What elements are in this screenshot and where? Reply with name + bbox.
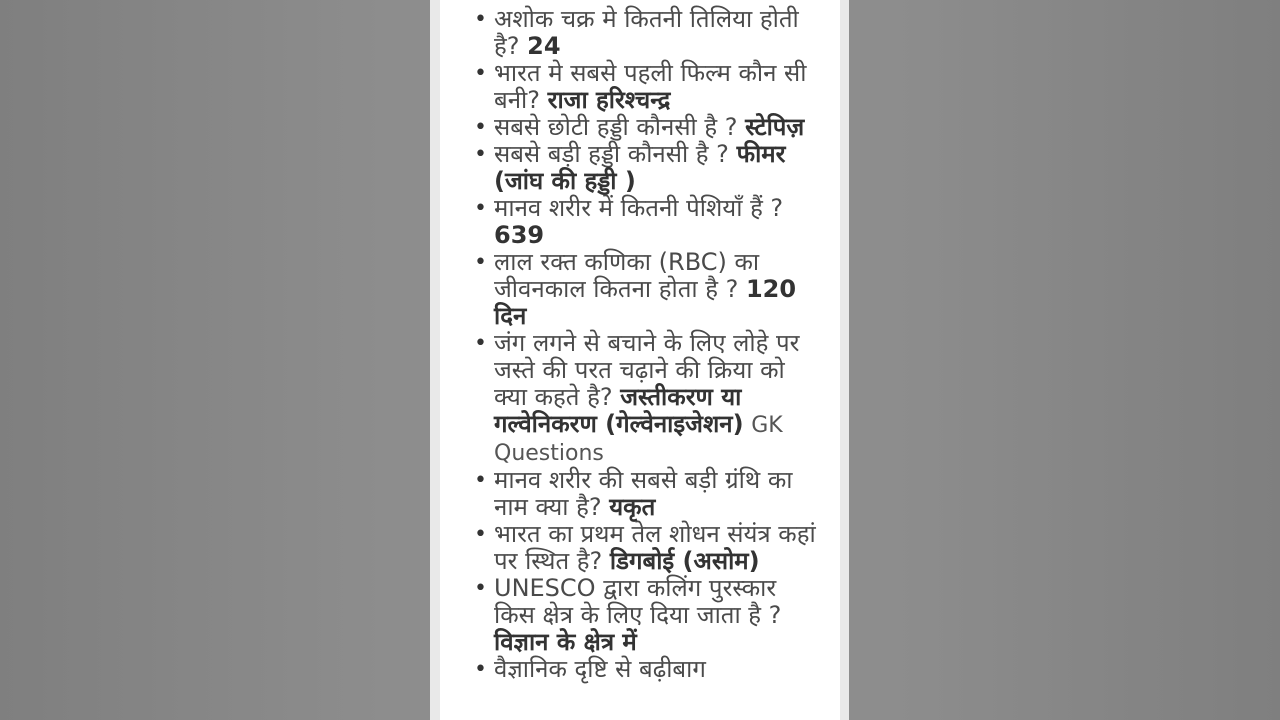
question-text: मानव शरीर की सबसे बड़ी ग्रंथि का नाम क्या है? [494,466,793,521]
question-text: UNESCO द्वारा कलिंग पुरस्कार किस क्षेत्र के लिए दिया जाता है ? [494,574,782,629]
answer-text: 120 दिन [494,275,797,330]
answer-text: 24 [527,32,561,60]
list-item [494,114,824,141]
question-text: मानव शरीर में कितनी पेशियाँ हैं ? [494,194,784,222]
answer-text: यकृत [609,493,656,521]
answer-text: जस्तीकरण या गल्वेनिकरण (गेल्वेनाइजेशन) [494,383,744,438]
list-item [494,249,824,330]
answer-text: स्टेपिज़ [745,113,805,141]
answer-text: डिगबोई (असोम) [609,547,760,575]
list-item [494,195,824,249]
list-item [494,6,824,60]
question-text: लाल रक्त कणिका (RBC) का जीवनकाल कितना होता है ? [494,248,760,303]
list-item [494,575,824,656]
list-item [494,330,824,467]
question-text: सबसे बड़ी हड्डी कौनसी है ? [494,140,729,168]
question-text: जंग लगने से बचाने के लिए लोहे पर जस्ते की परत चढ़ाने की क्रिया को क्या कहते है? [494,329,800,411]
list-item [494,60,824,114]
answer-text: 639 [494,221,545,249]
list-item [494,656,824,683]
list-item [494,467,824,521]
list-item [494,141,824,195]
question-answer-list [494,6,824,683]
question-text: सबसे छोटी हड्डी कौनसी है ? [494,113,738,141]
answer-text: विज्ञान के क्षेत्र में [494,628,637,656]
gk-document-page [440,0,840,720]
question-text: अशोक चक्र मे कितनी तिलिया होती है? [494,5,799,60]
list-item [494,521,824,575]
answer-text: फीमर (जांघ की हड्डी ) [494,140,786,195]
question-text: वैज्ञानिक दृष्टि से बढ़ीबाग [494,655,706,683]
question-text: भारत का प्रथम तेल शोधन संयंत्र कहां पर स्थित है? [494,520,816,575]
question-text: भारत मे सबसे पहली फिल्म कौन सी बनी? [494,59,807,114]
gk-questions-tag: GK Questions [494,413,783,466]
answer-text: राजा हरिश्चन्द्र [547,86,671,114]
